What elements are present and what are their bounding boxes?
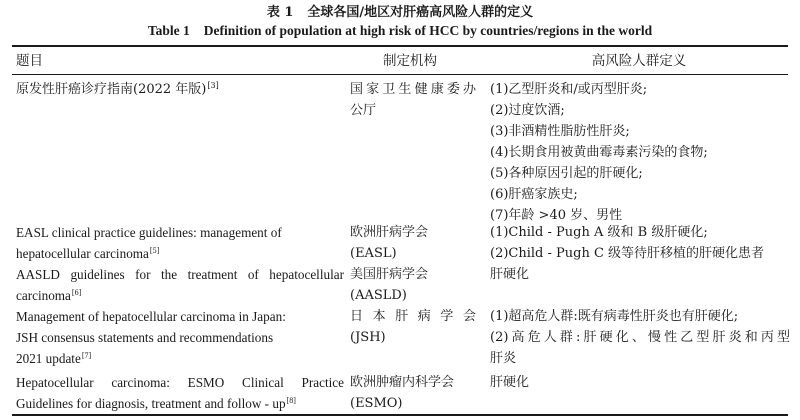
definition-item: (2)Child - Pugh C 级等待肝移植的肝硬化患者 bbox=[490, 246, 765, 261]
row-4-definitions bbox=[490, 372, 790, 393]
row-2-definitions bbox=[490, 264, 790, 285]
guideline-title-line: AASLD guidelines for the treatment of hepatocellular bbox=[16, 267, 344, 282]
row-1-title bbox=[16, 222, 344, 264]
top-rule bbox=[12, 45, 788, 47]
reference-mark: [5] bbox=[149, 245, 160, 255]
org-line: 公厅 bbox=[350, 103, 377, 118]
definition-item: 肝硬化 bbox=[490, 267, 530, 282]
header-definition: 高风险人群定义 bbox=[591, 53, 687, 69]
definition-item: (5)各种原因引起的肝硬化; bbox=[490, 166, 643, 181]
row-4-organization bbox=[350, 372, 476, 414]
row-1-organization bbox=[350, 222, 476, 264]
guideline-title-line: JSH consensus statements and recommendations bbox=[16, 330, 274, 345]
table-number-en: Table 1 bbox=[147, 23, 190, 38]
row-1-definitions bbox=[490, 222, 790, 264]
guideline-title-line: Guidelines for diagnosis, treatment and follow - up bbox=[16, 396, 286, 411]
row-4-title bbox=[16, 372, 344, 414]
header-organization: 制定机构 bbox=[383, 53, 437, 69]
row-2-organization bbox=[350, 264, 476, 306]
reference-mark: [6] bbox=[71, 287, 82, 297]
bottom-rule bbox=[12, 414, 788, 416]
definition-item: (1)乙型肝炎和/或丙型肝炎; bbox=[490, 82, 648, 97]
definition-item: (1)超高危人群:既有病毒性肝炎也有肝硬化; bbox=[490, 309, 739, 324]
header-title: 题目 bbox=[16, 53, 43, 69]
row-0-organization bbox=[350, 79, 476, 121]
org-line: (AASLD) bbox=[350, 288, 407, 303]
guideline-title-line: EASL clinical practice guidelines: management of bbox=[16, 225, 282, 240]
table-title-cn: 全球各国/地区对肝癌高风险人群的定义 bbox=[307, 5, 534, 20]
caption-chinese bbox=[0, 4, 800, 22]
definition-item: (6)肝癌家族史; bbox=[490, 187, 578, 202]
guideline-title-line: 2021 update bbox=[16, 351, 81, 366]
table-title-en: Definition of population at high risk of HCC by countries/regions in the world bbox=[203, 23, 653, 38]
row-3-organization bbox=[350, 306, 476, 348]
definition-item: (4)长期食用被黄曲霉毒素污染的食物; bbox=[490, 145, 708, 160]
definition-item: (7)年龄 >40 岁、男性 bbox=[490, 208, 623, 223]
org-line: (JSH) bbox=[350, 330, 386, 345]
reference-mark: [8] bbox=[286, 395, 296, 405]
row-2-title bbox=[16, 264, 344, 306]
row-3-definitions bbox=[490, 306, 790, 369]
definition-item: (2)高危人群:肝硬化、慢性乙型肝炎和丙型 bbox=[490, 330, 790, 345]
definition-item: (1)Child - Pugh A 级和 B 级肝硬化; bbox=[490, 225, 708, 240]
row-0-definitions bbox=[490, 79, 790, 226]
org-line: 欧洲肝病学会 bbox=[350, 225, 429, 240]
row-0-title bbox=[16, 79, 344, 100]
guideline-title-line: Management of hepatocellular carcinoma in Japan: bbox=[16, 309, 286, 324]
table-caption bbox=[0, 4, 800, 40]
org-line: 日本肝病学会 bbox=[350, 309, 476, 324]
definition-item: (3)非酒精性脂肪性肝炎; bbox=[490, 124, 630, 139]
org-line: (ESMO) bbox=[350, 396, 403, 411]
definition-item: 肝炎 bbox=[490, 351, 517, 366]
org-line: (EASL) bbox=[350, 246, 397, 261]
reference-mark: [3] bbox=[207, 80, 219, 90]
guideline-title-line: 原发性肝癌诊疗指南(2022 年版) bbox=[16, 82, 207, 97]
guideline-title-line: carcinoma bbox=[16, 288, 71, 303]
table-number-cn: 表 1 bbox=[266, 5, 294, 20]
reference-mark: [7] bbox=[81, 350, 92, 360]
org-line: 国家卫生健康委办 bbox=[350, 82, 476, 97]
header-rule bbox=[12, 74, 788, 75]
guideline-title-line: hepatocellular carcinoma bbox=[16, 246, 149, 261]
definition-item: 肝硬化 bbox=[490, 375, 530, 390]
definition-item: (2)过度饮酒; bbox=[490, 103, 565, 118]
org-line: 欧洲肿瘤内科学会 bbox=[350, 375, 455, 390]
guideline-title-line: Hepatocellular carcinoma: ESMO Clinical Practice bbox=[16, 375, 344, 390]
row-3-title bbox=[16, 306, 344, 369]
caption-english bbox=[0, 22, 800, 40]
org-line: 美国肝病学会 bbox=[350, 267, 429, 282]
